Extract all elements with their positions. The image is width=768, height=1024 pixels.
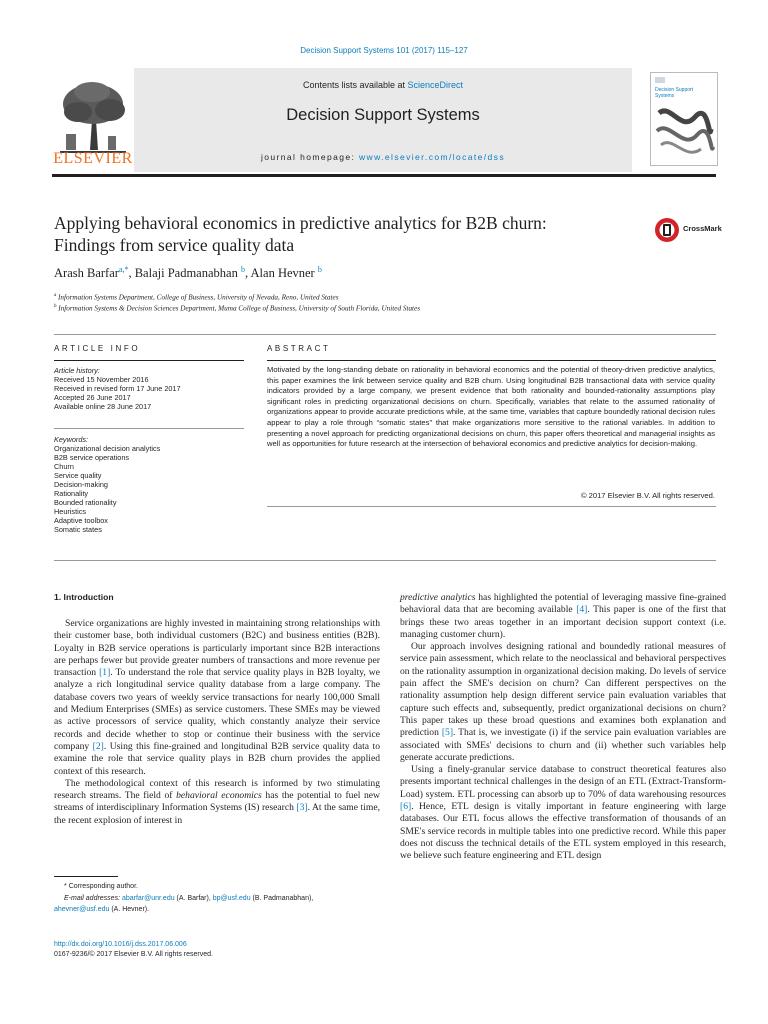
abstract-text: Motivated by the long-standing debate on rationality in behavioral economics and the potential of theory-driven predictive analytics, this paper examines the link between service quality and B2B churn. Using longitudinal B2B transactional data with service quality indicators provided by a large company, we present evidence that both rationality and bounded-rationality assumptions play significant roles in predicting organizational decisions on churn. Specifically, variables that relate to the assumed rationality of organizations appear to provide accurate predictions while, at the same time, variables that capture boundedly rational decision rules appear to play a role through “somatic states” that make organizations more sensitive to the rational variables. In addition to presenting a novel approach for predicting organizational decisions on churn, this paper offers theoretical and managerial insights as well as opportunities for future research at the intersection of behavioral economics and predictive analytics for decision-making. [267, 365, 715, 449]
article-title [54, 212, 624, 256]
citation-link[interactable]: [3] [296, 802, 308, 814]
doi-link[interactable]: http://dx.doi.org/10.1016/j.dss.2017.06.006 [54, 941, 187, 948]
author-marker[interactable]: a,* [118, 265, 129, 274]
citation-link[interactable]: [4] [576, 604, 588, 616]
keyword: Service quality [54, 471, 102, 480]
text-run: The methodological context of this research is informed by two stimulating research streams. The field of [54, 777, 380, 802]
journal-title: Decision Support Systems [286, 106, 480, 124]
affiliation-b [54, 304, 714, 312]
text-run: . Using this fine-grained and longitudinal B2B service quality data to examine the role that service quality plays in B2B churn provides the applied context of this research. [54, 740, 380, 777]
cover-title: Decision Support Systems [655, 87, 694, 99]
separator-rule [54, 334, 716, 335]
footnote-rule [54, 876, 118, 877]
citation-link[interactable]: [5] [441, 727, 454, 739]
abstract-bottom-rule [267, 506, 716, 507]
elsevier-wordmark: ELSEVIER [53, 150, 133, 167]
homepage-prefix: journal homepage: [261, 152, 359, 162]
affiliation-text: Information Systems Department, College of Business, University of Nevada, Reno, United States [58, 293, 339, 302]
front-matter-bottom-rule [54, 560, 716, 561]
author-name: Alan Hevner [250, 266, 315, 281]
keyword: Somatic states [54, 525, 102, 534]
email-link[interactable]: ahevner@usf.edu [54, 906, 110, 913]
author-1[interactable] [54, 266, 128, 280]
sciencedirect-link[interactable]: ScienceDirect [407, 80, 464, 90]
author-name: Arash Barfar [54, 266, 119, 281]
title-line-2: Findings from service quality data [54, 235, 295, 255]
abstract-rule [267, 360, 716, 361]
citation-link[interactable]: [6] [400, 801, 412, 813]
keyword: Churn [54, 462, 74, 471]
citation-link[interactable]: [1] [99, 667, 111, 679]
affiliation-mark: b [54, 304, 57, 309]
article-info-label: ARTICLE INFO [54, 344, 141, 353]
author-name: Balaji Padmanabhan [134, 266, 238, 281]
email-addresses [54, 893, 384, 904]
paragraph [400, 592, 726, 641]
email-owner: (A. Hevner). [109, 906, 150, 913]
body-column-left [54, 618, 380, 827]
header-rule [52, 174, 716, 177]
keyword: B2B service operations [54, 453, 130, 462]
keyword: Organizational decision analytics [54, 444, 161, 453]
email-link[interactable]: abarfar@unr.edu [121, 895, 175, 902]
email-owner: (B. Padmanabhan), [250, 895, 314, 902]
affiliation-text: Information Systems & Decision Sciences Department, Muma College of Business, University of South Florida, United States [58, 304, 421, 313]
paragraph [400, 641, 726, 764]
email-label: E-mail addresses: [64, 895, 122, 902]
cover-artwork-icon [651, 73, 717, 165]
doi-block [54, 940, 384, 960]
text-run: has highlighted the potential of leveraging massive fine-grained behavioral data that are becoming available [400, 592, 726, 616]
affiliation-mark: a [54, 293, 57, 298]
text-run: . That is, we investigate (i) if the service pain evaluation variables are associated with SMEs' decisions to churn and (ii) whether such variables help generate accurate predictions. [400, 727, 727, 763]
email-owner: (A. Barfar), [174, 895, 213, 902]
history-received: Received 15 November 2016 [54, 375, 149, 384]
history-accepted: Accepted 26 June 2017 [54, 393, 131, 402]
footnote-corresponding: Corresponding author. [68, 883, 138, 890]
text-run: . This paper is one of the first that brings these two areas together in an important decision support context (i.e. managing customer churn). [400, 604, 726, 640]
author-list [54, 265, 674, 281]
text-run: . Hence, ETL design is vitally important in feature engineering with large databases. Our ETL focus allows the effective transformation of thousands of an SME's service records in multiple tables into one predictive record. While this paper does not discuss the technical details of the ETL system employed in this research, we believe such feature engineering and ETL design [400, 801, 726, 862]
journal-reference[interactable]: Decision Support Systems 101 (2017) 115–127 [300, 46, 468, 55]
history-online: Available online 28 June 2017 [54, 402, 152, 411]
author-marker[interactable]: b [317, 265, 322, 274]
crossmark-badge[interactable] [654, 215, 724, 245]
crossmark-label: CrossMark [683, 224, 722, 233]
email-addresses-cont [54, 904, 384, 915]
contents-prefix: Contents lists available at [302, 80, 408, 90]
text-run: Our approach involves designing rational and boundedly rational measures of service pain assessment, which relate to the neoclassical and behavioral perspectives on the rationality assumption in organizational decision making. Do levels of service pain affect the SME's decision on churn? Can different perspectives on the rationality assumption help design different service pain evaluation variables that capture such effects and, subsequently, predict organizational decisions on churn? This paper takes up these broad questions and examines both explanation and prediction [400, 641, 726, 739]
title-line-1: Applying behavioral economics in predictive analytics for B2B churn: [54, 213, 547, 233]
crossmark-icon [654, 215, 680, 245]
keyword: Rationality [54, 489, 89, 498]
paragraph [54, 778, 380, 827]
journal-info-box [134, 68, 632, 172]
text-run: Using a finely-granular service database to construct theoretical features also presents important technical challenges in the design of an ETL (Extract-Transform-Load) system. ETL processing can absorb up to 70% of data warehousing resources [400, 764, 726, 800]
text-run: . At the same time, the recent explosion of interest in [54, 802, 380, 826]
keyword: Decision-making [54, 480, 108, 489]
homepage-link[interactable]: www.elsevier.com/locate/dss [359, 152, 505, 162]
abstract-copyright: © 2017 Elsevier B.V. All rights reserved. [580, 491, 715, 500]
footnote-star: * [64, 883, 67, 890]
issn-copyright: 0167-9236/© 2017 Elsevier B.V. All rights reserved. [54, 951, 213, 958]
keywords-rule [54, 428, 244, 429]
journal-cover-thumbnail[interactable] [650, 72, 718, 166]
author-marker[interactable]: b [240, 265, 245, 274]
history-heading: Article history: [54, 366, 100, 375]
article-history [54, 366, 244, 411]
affiliation-a [54, 293, 714, 301]
email-link[interactable]: bp@usf.edu [212, 895, 251, 902]
keywords-heading: Keywords: [54, 435, 89, 444]
abstract-label: ABSTRACT [267, 344, 331, 353]
citation-link[interactable]: [2] [92, 740, 104, 752]
author-separator: , [244, 266, 251, 281]
history-revised: Received in revised form 17 June 2017 [54, 384, 181, 393]
keyword: Adaptive toolbox [54, 516, 108, 525]
homepage-line [134, 152, 632, 162]
paragraph [54, 618, 380, 778]
journal-header [52, 68, 716, 172]
author-2[interactable] [135, 266, 245, 280]
paragraph [400, 764, 726, 862]
text-run: has the potential to fuel new streams of interdisciplinary Information Systems (IS) research [54, 790, 380, 814]
contents-line [134, 80, 632, 90]
corresponding-author-note [54, 881, 384, 892]
text-run: . To understand the role that service quality plays in B2B loyalty, we analyze a rich longitudinal service quality database from a large company. The database covers two years of weekly service transactions for nearly 100,000 Small and Medium Enterprises (SMEs) as service customers. These SMEs may be viewed as active processors of service quality, which constantly analyze their service records and decide whether to stop or continue their business with the service company [54, 667, 380, 752]
emphasis: predictive analytics [400, 592, 476, 603]
emphasis: behavioral economics [176, 790, 262, 802]
keyword: Heuristics [54, 507, 87, 516]
body-column-right [400, 592, 726, 863]
text-run: Service organizations are highly invested in maintaining strong relationships with their customer base, both individual customers (B2C) and business entities (B2B). Loyalty in B2B service operations is particularly important since B2B interactions are perhaps fewer but provide greater numbers of transactions and more revenue per transaction [54, 618, 380, 679]
section-heading-introduction: 1. Introduction [54, 592, 114, 602]
keywords [54, 435, 244, 534]
author-3[interactable] [251, 266, 322, 280]
keyword: Bounded rationality [54, 498, 117, 507]
article-info-rule [54, 360, 244, 361]
author-separator: , [128, 266, 135, 281]
